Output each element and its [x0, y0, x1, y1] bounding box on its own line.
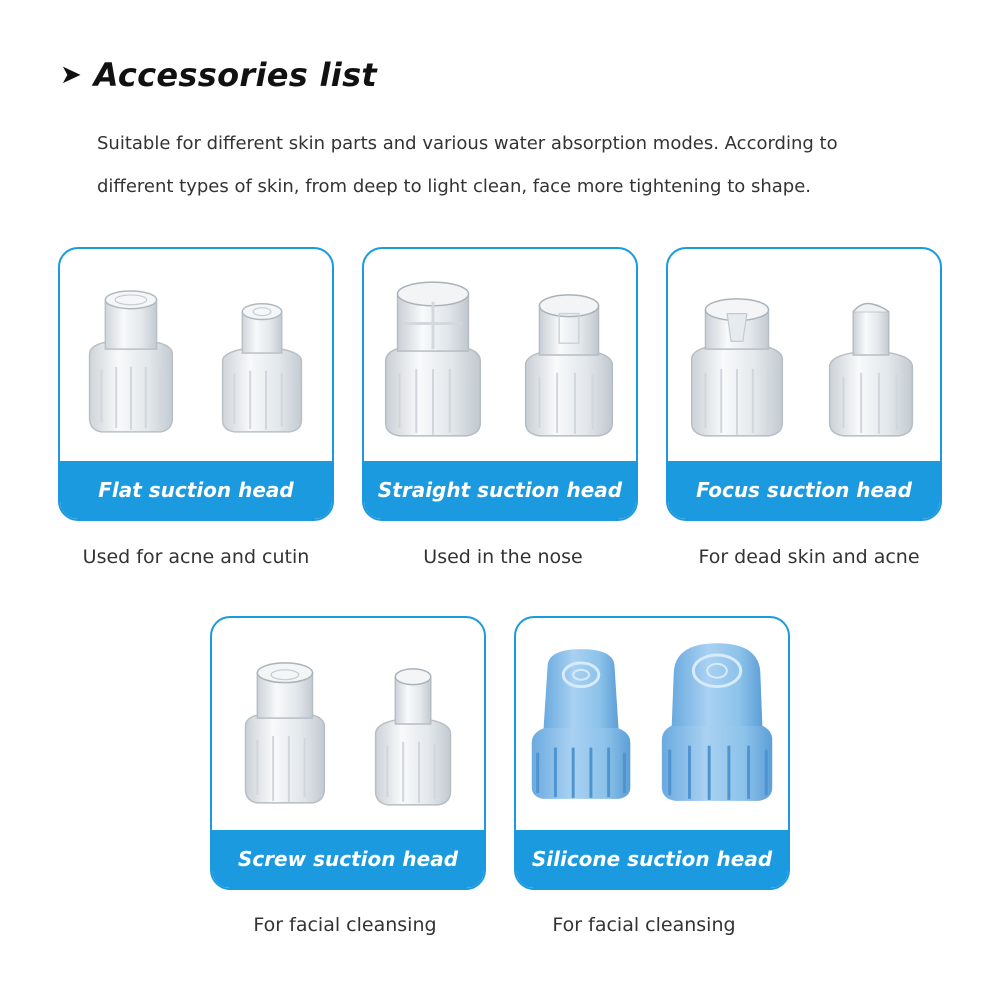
section-header: [60, 56, 377, 94]
accessory-card-focus: [666, 247, 942, 521]
screw-suction-head-image: [212, 618, 484, 833]
page-title: Accessories list: [93, 56, 378, 94]
straight-suction-head-image: [364, 249, 636, 464]
card-caption: For facial cleansing: [552, 914, 736, 936]
arrow-bullet-icon: ➤: [60, 60, 82, 90]
accessory-card-silicone: [514, 616, 790, 890]
card-label: Focus suction head: [668, 461, 940, 519]
flat-suction-head-image: [60, 249, 332, 464]
silicone-suction-head-image: [516, 618, 788, 833]
card-label: Flat suction head: [60, 461, 332, 519]
card-label: Screw suction head: [212, 830, 484, 888]
card-caption: For facial cleansing: [253, 914, 437, 936]
card-caption: Used in the nose: [423, 546, 583, 568]
card-label: Silicone suction head: [516, 830, 788, 888]
card-caption: Used for acne and cutin: [82, 546, 310, 568]
description-text: Suitable for different skin parts and various water absorption modes. According to different types of skin, from deep to light clean, face more tightening to shape.: [97, 133, 838, 197]
focus-suction-head-image: [668, 249, 940, 464]
accessory-card-flat: [58, 247, 334, 521]
accessory-card-straight: [362, 247, 638, 521]
card-caption: For dead skin and acne: [698, 546, 920, 568]
card-label: Straight suction head: [364, 461, 636, 519]
accessory-card-screw: [210, 616, 486, 890]
